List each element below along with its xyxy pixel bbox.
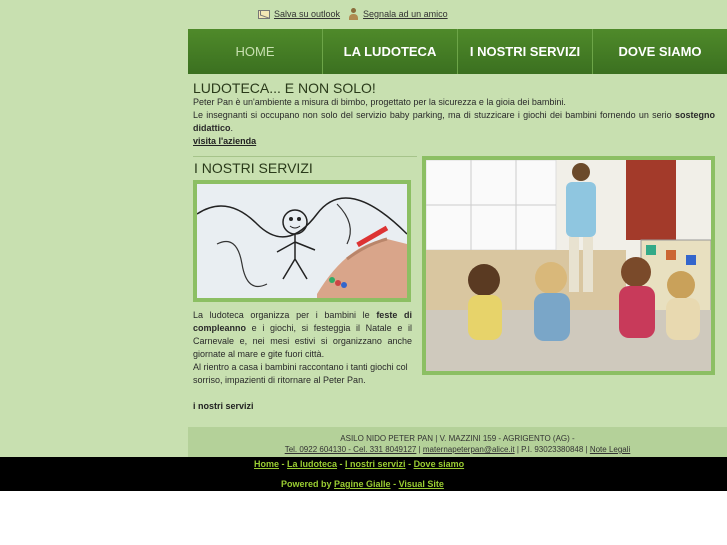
services-title: I NOSTRI SERVIZI xyxy=(194,160,313,176)
divider xyxy=(193,156,417,157)
footer xyxy=(0,457,727,491)
powered-label: Powered by xyxy=(281,479,332,489)
child-drawing-image xyxy=(197,184,407,298)
services-text2: Al rientro a casa i bambini raccontano i tanti giochi col sorriso, impazienti di ritornare al Peter Pan. xyxy=(193,362,408,385)
save-outlook-link[interactable]: Salva su outlook xyxy=(258,8,340,20)
envelope-icon xyxy=(258,10,270,19)
nav-servizi[interactable]: I NOSTRI SERVIZI xyxy=(458,29,593,74)
phone-link[interactable]: Tel. 0922 604130 - Cel. 331 8049127 xyxy=(284,445,417,454)
footer-home-link[interactable]: Home xyxy=(254,459,280,469)
services-text xyxy=(193,309,412,361)
footer-powered: Powered by Pagine Gialle - Visual Site xyxy=(281,479,444,489)
intro-line1: Peter Pan è un'ambiente a misura di bimbo, progettato per la sicurezza e la gioia dei bambini. xyxy=(193,97,566,107)
nav-home[interactable]: HOME xyxy=(188,29,323,74)
info-address: ASILO NIDO PETER PAN | V. MAZZINI 159 - AGRIGENTO (AG) - xyxy=(340,434,575,443)
person-icon xyxy=(348,8,359,20)
pagine-gialle-link[interactable]: Pagine Gialle xyxy=(334,479,391,489)
footer-links: Home - La ludoteca - I nostri servizi - Dove siamo xyxy=(254,459,465,469)
drawing-photo xyxy=(193,180,411,302)
visual-site-link[interactable]: Visual Site xyxy=(398,479,444,489)
info-contacts: Tel. 0922 604130 - Cel. 331 8049127 | maternapeterpan@alice.it | P.I. 93023380848 | Note Legali xyxy=(284,445,631,454)
services-p1-start: La ludoteca organizza per i bambini le xyxy=(193,310,370,320)
footer-servizi-link[interactable]: I nostri servizi xyxy=(345,459,406,469)
main-nav xyxy=(188,29,727,74)
services-p1-end: e i giochi, si festeggia il Natale e il Carnevale e, nei mesi estivi si organizzano anche giornate al mare e gite fuori città. xyxy=(193,323,412,359)
footer-dove-link[interactable]: Dove siamo xyxy=(413,459,465,469)
footer-ludoteca-link[interactable]: La ludoteca xyxy=(287,459,338,469)
tell-friend-link[interactable]: Segnala ad un amico xyxy=(348,8,448,20)
intro-line2-end: . xyxy=(230,123,234,133)
services-p1-bold: feste di compleanno xyxy=(193,310,412,333)
email-link[interactable]: maternapeterpan@alice.it xyxy=(422,445,515,454)
services-link[interactable]: i nostri servizi xyxy=(193,401,254,411)
classroom-photo xyxy=(422,156,715,375)
intro-line2: Le insegnanti si occupano non solo del servizio baby parking, ma di stuzzicare i giochi dei bambini fornendo un serio xyxy=(193,110,672,120)
intro-title: LUDOTECA... E NON SOLO! xyxy=(193,80,376,96)
info-bar xyxy=(188,427,727,457)
classroom-image xyxy=(426,160,711,371)
visit-company-link[interactable]: visita l'azienda xyxy=(193,136,257,146)
piva-text: P.I. 93023380848 xyxy=(521,445,584,454)
top-links xyxy=(258,8,448,20)
intro-bold: sostegno didattico xyxy=(193,110,715,133)
legal-link[interactable]: Note Legali xyxy=(589,445,631,454)
nav-dove-siamo[interactable]: DOVE SIAMO xyxy=(618,44,702,59)
nav-ludoteca[interactable]: LA LUDOTECA xyxy=(323,29,458,74)
intro-text xyxy=(193,96,715,135)
